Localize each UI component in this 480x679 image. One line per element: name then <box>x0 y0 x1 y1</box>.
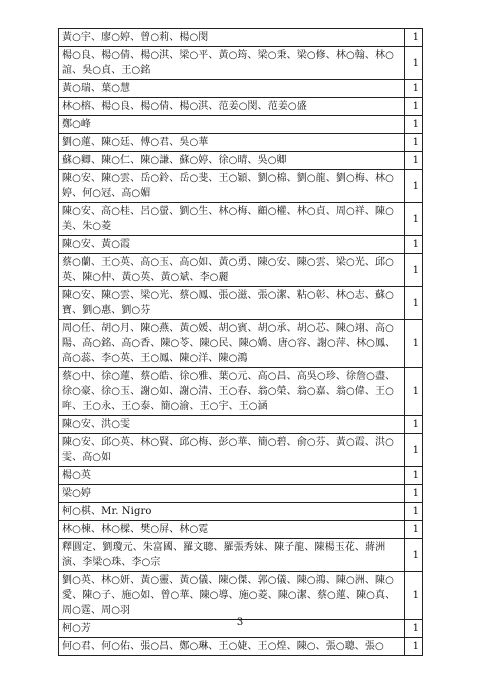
donor-names: 林○棟、林○樑、樊○屏、林○霓 <box>59 521 405 539</box>
donor-names: 蔡○中、徐○蓮、蔡○皓、徐○雅、葉○元、高○昌、高吳○珍、徐詹○盡、徐○豪、徐○玉、謝○如、謝○清、王○春、翁○榮、翁○嘉、翁○偉、王○哖、王○永、王○泰、簡○渝、王○宇、王○涵 <box>59 368 405 416</box>
donor-names: 梁○婷 <box>59 485 405 503</box>
donor-count: 1 <box>405 416 423 434</box>
donor-names: 陳○安、高○桂、呂○螢、劉○生、林○梅、顧○權、林○貞、周○祥、陳○美、朱○菱 <box>59 203 405 236</box>
donor-names: 何○君、何○佑、張○昌、鄭○琳、王○婕、王○煌、陳○、張○聰、張○ <box>59 638 405 656</box>
table-row <box>59 434 423 467</box>
table-row <box>59 152 423 170</box>
page-number: 3 <box>236 617 244 628</box>
table-row <box>59 287 423 320</box>
table-row <box>59 236 423 254</box>
donor-count: 1 <box>405 98 423 116</box>
donor-names: 陳○安、洪○雯 <box>59 416 405 434</box>
donor-count: 1 <box>405 236 423 254</box>
donor-count: 1 <box>405 539 423 572</box>
donor-names: 蔡○蘭、王○英、高○玉、高○如、黃○勇、陳○安、陳○雲、梁○光、邱○英、陳○仲、黃○英、黃○斌、李○麗 <box>59 254 405 287</box>
donor-names: 黃○瑞、葉○慧 <box>59 80 405 98</box>
donor-count: 1 <box>405 254 423 287</box>
table-row <box>59 170 423 203</box>
donor-table <box>58 28 423 656</box>
donor-count: 1 <box>405 170 423 203</box>
donor-count: 1 <box>405 368 423 416</box>
donor-count: 1 <box>405 203 423 236</box>
donor-names: 蘇○卿、陳○仁、陳○謙、蘇○婷、徐○晴、吳○卿 <box>59 152 405 170</box>
donor-count: 1 <box>405 287 423 320</box>
donor-names: 楊○英 <box>59 467 405 485</box>
table-row <box>59 416 423 434</box>
donor-count: 1 <box>405 152 423 170</box>
table-row <box>59 80 423 98</box>
donor-names: 周○任、胡○月、陳○燕、黃○媛、胡○賓、胡○承、胡○芯、陳○翊、高○陽、高○銘、高○香、陳○苓、陳○民、陳○嬌、唐○容、謝○萍、林○鳳、高○蕊、李○英、王○鳳、陳○洋、陳○鴻 <box>59 320 405 368</box>
donor-names: 陳○安、黃○霞 <box>59 236 405 254</box>
donor-count: 1 <box>405 503 423 521</box>
donor-count: 1 <box>405 620 423 638</box>
donor-names: 柯○芳 <box>59 620 405 638</box>
table-row <box>59 116 423 134</box>
table-row <box>59 467 423 485</box>
table-row <box>59 539 423 572</box>
donor-count: 1 <box>405 134 423 152</box>
donor-count: 1 <box>405 485 423 503</box>
table-row <box>59 368 423 416</box>
table-row <box>59 638 423 656</box>
table-row <box>59 29 423 47</box>
donor-count: 1 <box>405 80 423 98</box>
table-row <box>59 47 423 80</box>
table-row <box>59 134 423 152</box>
table-row <box>59 572 423 620</box>
donor-count: 1 <box>405 320 423 368</box>
table-row <box>59 503 423 521</box>
donor-count: 1 <box>405 638 423 656</box>
donor-names: 鄭○峰 <box>59 116 405 134</box>
donor-count: 1 <box>405 521 423 539</box>
donor-count: 1 <box>405 572 423 620</box>
table-row <box>59 98 423 116</box>
donor-count: 1 <box>405 29 423 47</box>
donor-count: 1 <box>405 47 423 80</box>
donor-names: 林○榕、楊○良、楊○倩、楊○淇、范姜○閔、范姜○盛 <box>59 98 405 116</box>
donor-count: 1 <box>405 467 423 485</box>
donor-names: 陳○安、陳○雲、梁○光、蔡○鳳、張○滋、張○潔、粘○彰、林○志、蘇○寶、劉○惠、劉○芬 <box>59 287 405 320</box>
table-row <box>59 485 423 503</box>
donor-names: 劉○蓮、陳○廷、傅○君、吳○華 <box>59 134 405 152</box>
donor-names: 劉○英、林○妍、黃○靈、黃○儀、陳○傑、郭○儀、陳○鴻、陳○洲、陳○愛、陳○子、施○如、曾○華、陳○導、施○菱、陳○潔、蔡○蓮、陳○真、周○霆、周○羽 <box>59 572 405 620</box>
table-row <box>59 203 423 236</box>
donor-names: 柯○棋、Mr. Nigro <box>59 503 405 521</box>
donor-count: 1 <box>405 434 423 467</box>
donor-table-body <box>59 29 423 656</box>
donor-names: 楊○良、楊○倩、楊○淇、梁○平、黃○筠、梁○秉、梁○修、林○翰、林○誼、吳○貞、王○銘 <box>59 47 405 80</box>
donor-names: 釋圓定、劉瓊元、朱富國、羅文聰、羅張秀妹、陳子龍、陳楊玉花、蔣洲演、李梁○珠、李○宗 <box>59 539 405 572</box>
table-row <box>59 254 423 287</box>
donor-names: 陳○安、邱○英、林○賢、邱○梅、彭○華、簡○碧、俞○芬、黃○霞、洪○雯、高○如 <box>59 434 405 467</box>
table-row <box>59 521 423 539</box>
donor-count: 1 <box>405 116 423 134</box>
donor-names: 陳○安、陳○雲、岳○鈴、岳○斐、王○穎、劉○棉、劉○龍、劉○梅、林○婷、何○冠、高○媚 <box>59 170 405 203</box>
donor-names: 黃○宇、廖○婷、曾○莉、楊○閔 <box>59 29 405 47</box>
table-row <box>59 320 423 368</box>
